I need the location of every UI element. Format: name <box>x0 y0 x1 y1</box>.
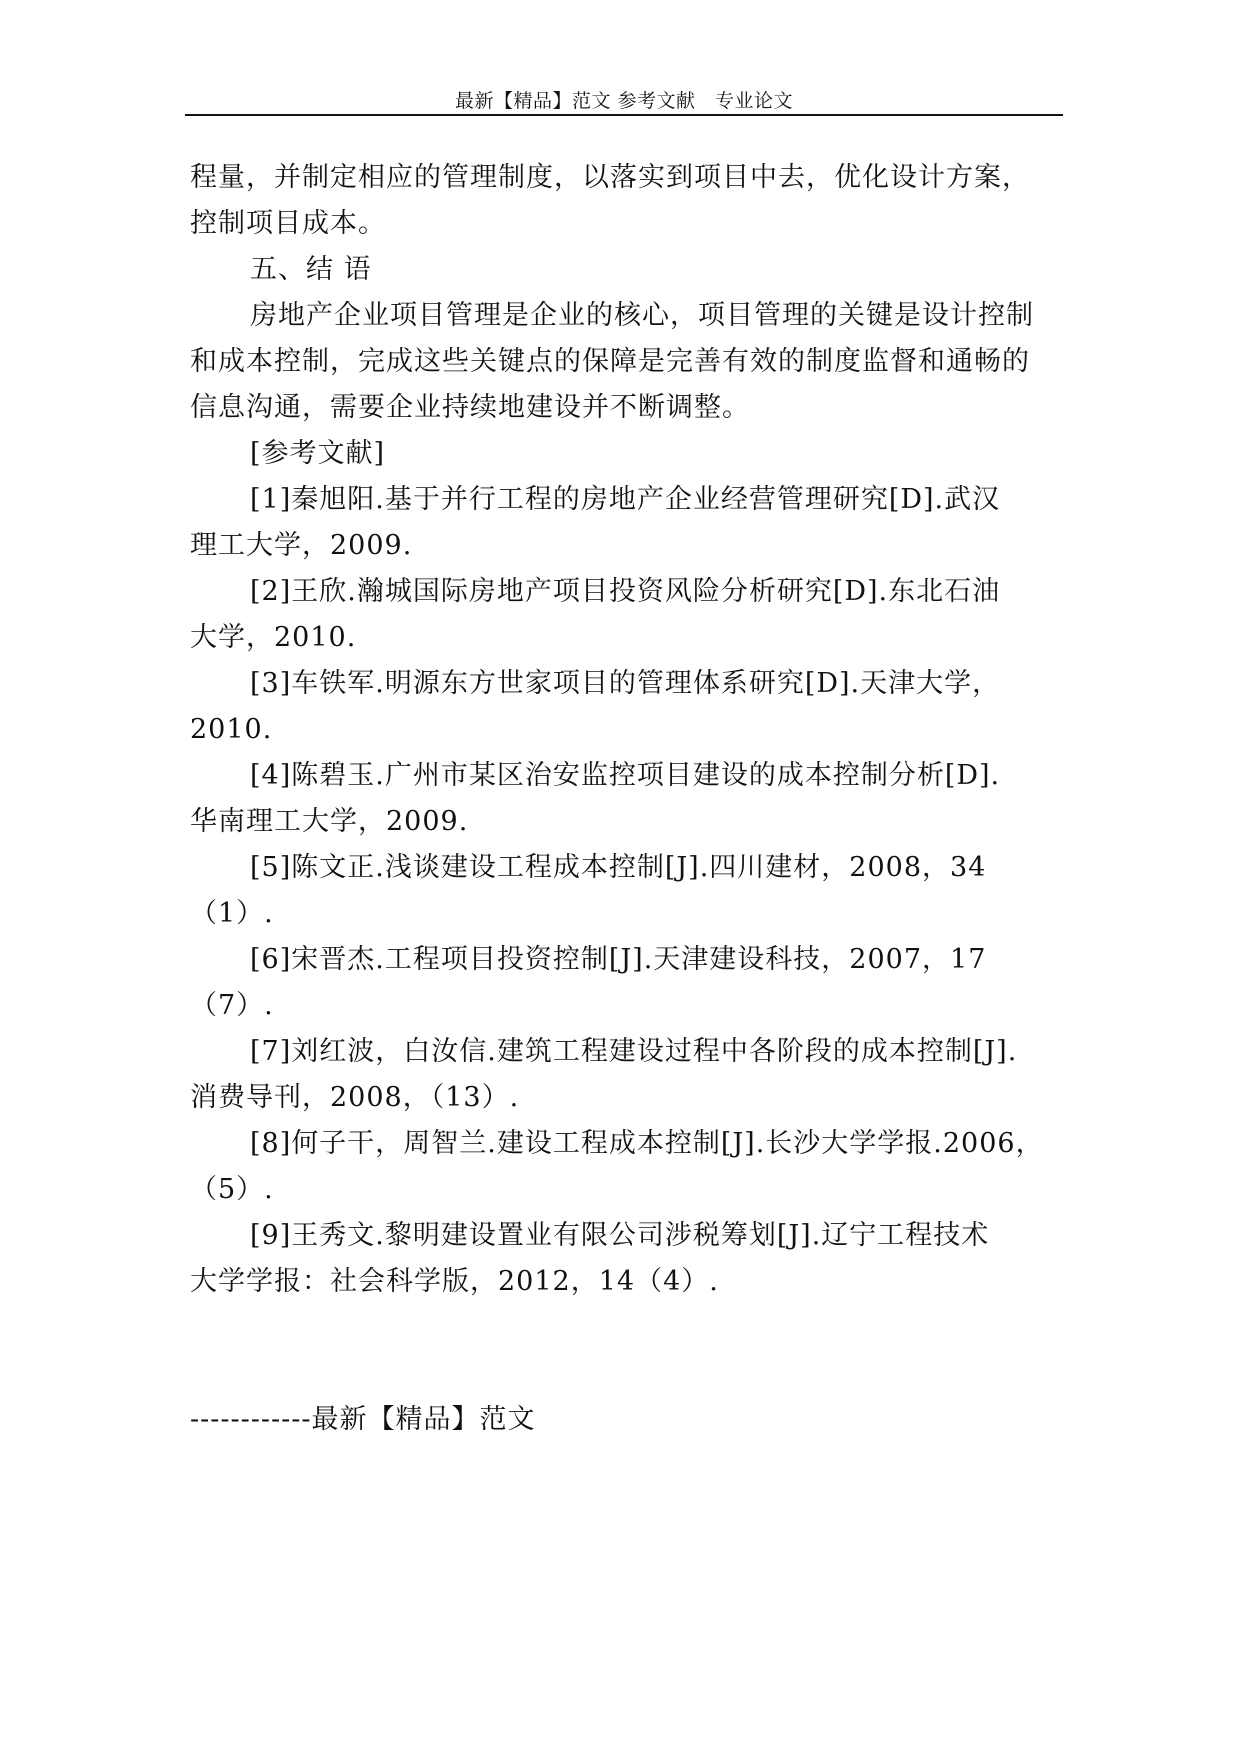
text-line: 控制项目成本。 <box>190 208 386 239</box>
footer-line: ------------最新【精品】范文 <box>190 1404 536 1435</box>
text-line: 和成本控制，完成这些关键点的保障是完善有效的制度监督和通畅的 <box>190 346 1030 377</box>
text-line: [5]陈文正.浅谈建设工程成本控制[J].四川建材，2008，34 <box>250 852 987 883</box>
text-line: 程量，并制定相应的管理制度，以落实到项目中去，优化设计方案， <box>190 162 1030 193</box>
text-line: 消费导刊，2008，（13）. <box>190 1082 520 1113</box>
text-line: 理工大学，2009. <box>190 530 413 561</box>
text-line: 大学，2010. <box>190 622 357 653</box>
text-line: （5）. <box>190 1174 274 1205</box>
text-line: [1]秦旭阳.基于并行工程的房地产企业经营管理研究[D].武汉 <box>250 484 1001 515</box>
text-line: 五、结 语 <box>250 254 372 285</box>
text-line: （7）. <box>190 990 274 1021</box>
text-line: [8]何子干，周智兰.建设工程成本控制[J].长沙大学学报.2006， <box>250 1128 1044 1159</box>
text-line: （1）. <box>190 898 274 929</box>
text-line: 2010. <box>190 714 273 745</box>
text-line: 华南理工大学，2009. <box>190 806 469 837</box>
text-line: [7]刘红波，白汝信.建筑工程建设过程中各阶段的成本控制[J]. <box>250 1036 1018 1067</box>
text-line: 大学学报：社会科学版，2012，14（4）. <box>190 1266 719 1297</box>
text-line: [3]车铁军.明源东方世家项目的管理体系研究[D].天津大学， <box>250 668 1001 699</box>
text-line: 房地产企业项目管理是企业的核心，项目管理的关键是设计控制 <box>250 300 1034 331</box>
text-line: [6]宋晋杰.工程项目投资控制[J].天津建设科技，2007，17 <box>250 944 987 975</box>
text-line: [9]王秀文.黎明建设置业有限公司涉税筹划[J].辽宁工程技术 <box>250 1220 990 1251</box>
header-rule <box>185 114 1063 116</box>
text-line: [2]王欣.瀚城国际房地产项目投资风险分析研究[D].东北石油 <box>250 576 1001 607</box>
page-header: 最新【精品】范文 参考文献 专业论文 <box>454 90 794 112</box>
text-line: 信息沟通，需要企业持续地建设并不断调整。 <box>190 392 750 423</box>
text-line: [4]陈碧玉.广州市某区治安监控项目建设的成本控制分析[D]. <box>250 760 1001 791</box>
text-line: [参考文献] <box>250 438 386 469</box>
document-body <box>190 155 1070 1305</box>
